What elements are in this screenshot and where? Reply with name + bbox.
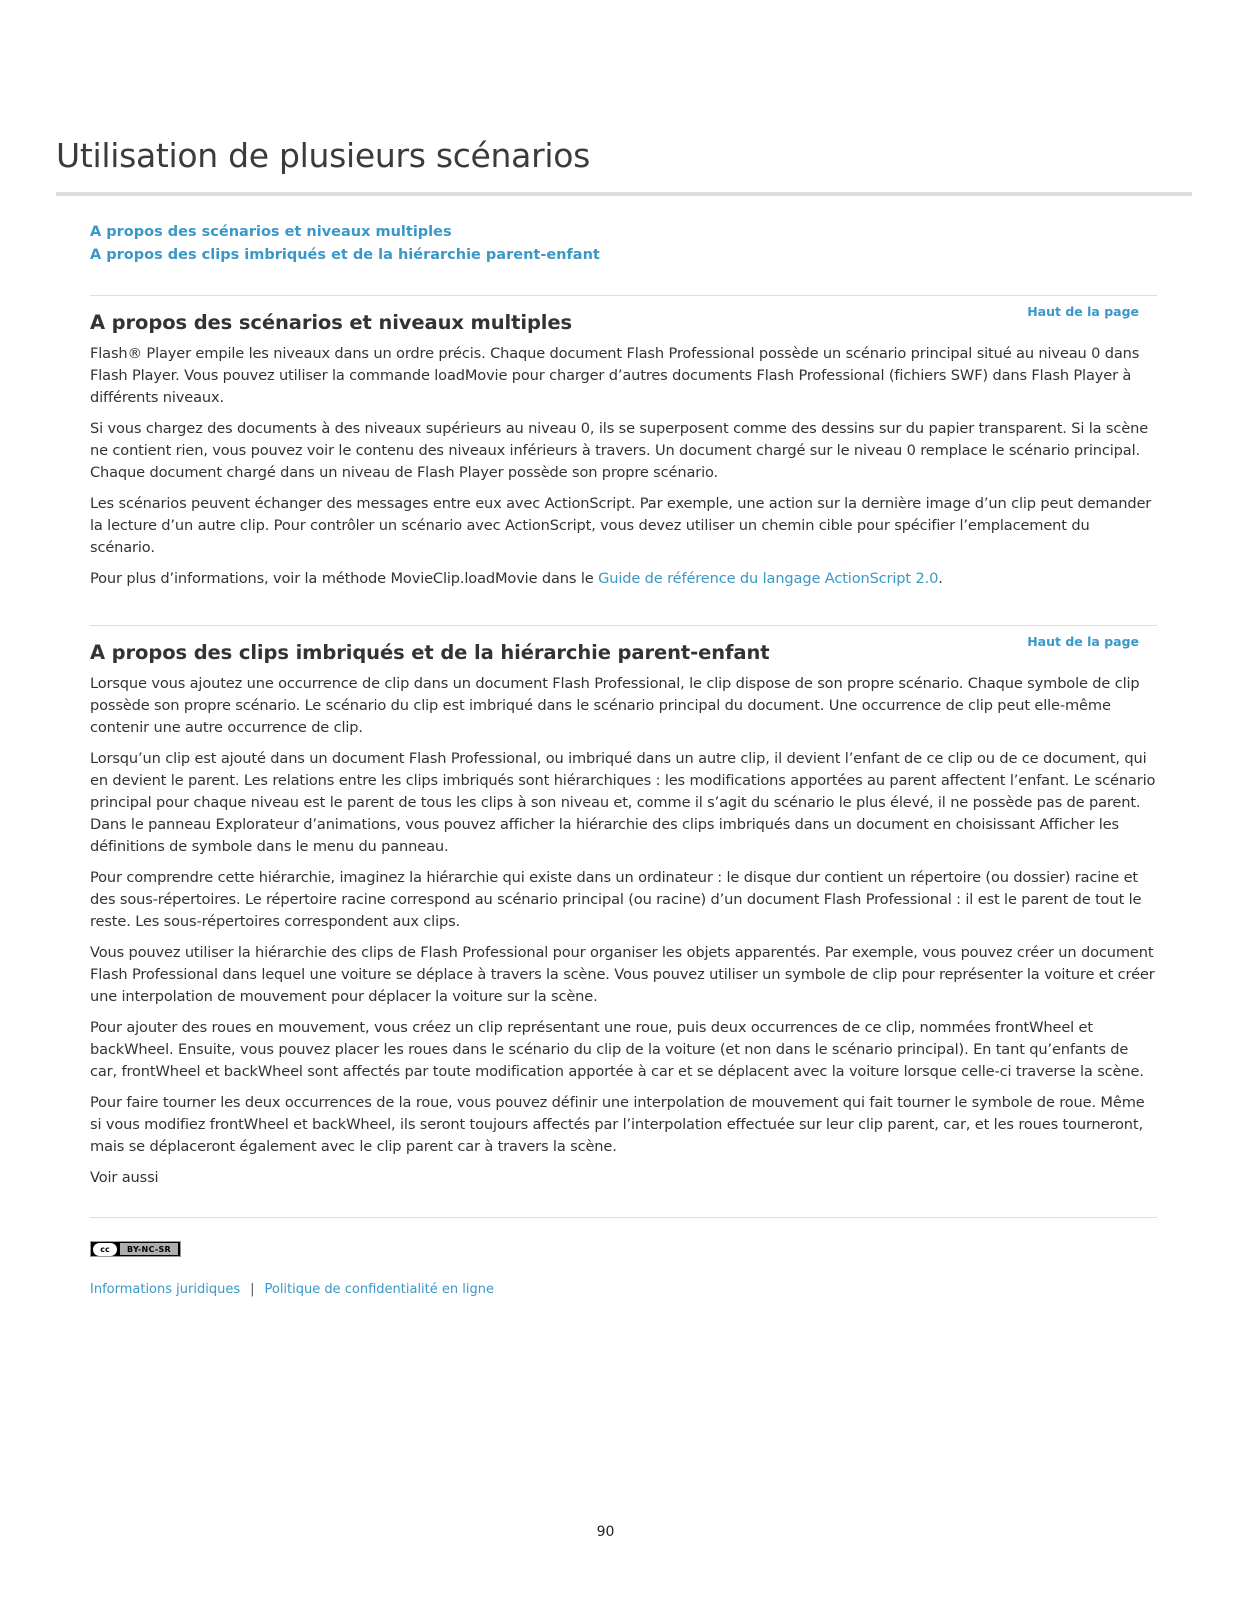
cc-logo-icon: cc — [93, 1243, 117, 1256]
actionscript-reference-link[interactable]: Guide de référence du langage ActionScript 2.0 — [598, 570, 939, 587]
paragraph: Les scénarios peuvent échanger des messages entre eux avec ActionScript. Par exemple, une action sur la dernière image d’un clip peut demander la lecture d’un autre clip. Pour contrôler un scénario avec ActionScript, vous devez utiliser un chemin cible pour spécifier l’emplacement du scénario. — [90, 495, 1152, 556]
table-of-contents — [90, 221, 600, 266]
see-also-label: Voir aussi — [90, 1169, 159, 1186]
paragraph: Si vous chargez des documents à des niveaux supérieurs au niveau 0, ils se superposent comme des dessins sur du papier transparent. Si la scène ne contient rien, vous pouvez voir le contenu des niveaux inférieurs à travers. Un document chargé sur le niveau 0 remplace le scénario principal. Chaque document chargé dans un niveau de Flash Player possède son propre scénario. — [90, 420, 1149, 481]
title-divider — [56, 192, 1192, 196]
paragraph: Lorsqu’un clip est ajouté dans un document Flash Professional, ou imbriqué dans un autre clip, il devient l’enfant de ce clip ou de ce document, qui en devient le parent. Les relations entre les clips imbriqués sont hiérarchiques : les modifications apportées au parent affectent l’enfant. Le scénario principal pour chaque niveau est le parent de tous les clips à son niveau et, comme il s’agit du scénario le plus élevé, il ne possède pas de parent. Dans le panneau Explorateur d’animations, vous pouvez afficher la hiérarchie des clips imbriqués dans un document en choisissant Afficher les définitions de symbole dans le menu du panneau. — [90, 750, 1156, 855]
section-clips-imbriques — [90, 625, 1157, 1198]
footer-divider — [90, 1217, 1157, 1218]
section-heading: A propos des clips imbriqués et de la hiérarchie parent-enfant — [90, 641, 770, 664]
paragraph-text: Pour plus d’informations, voir la méthode MovieClip.loadMovie dans le — [90, 570, 599, 587]
paragraph: Pour comprendre cette hiérarchie, imaginez la hiérarchie qui existe dans un ordinateur : le disque dur contient un répertoire (ou dossier) racine et des sous-répertoires. Le répertoire racine correspond au scénario principal (ou racine) d’un document Flash Professional : il est le parent de tout le reste. Les sous-répertoires correspondent aux clips. — [90, 869, 1142, 930]
paragraph: Flash® Player empile les niveaux dans un ordre précis. Chaque document Flash Professional possède un scénario principal situé au niveau 0 dans Flash Player. Vous pouvez utiliser la commande loadMovie pour charger d’autres documents Flash Professional (fichiers SWF) dans Flash Player à différents niveaux. — [90, 345, 1140, 406]
back-to-top-link[interactable]: Haut de la page — [1027, 634, 1139, 649]
license-type-label: BY-NC-SR — [120, 1243, 178, 1255]
page-number: 90 — [596, 1524, 615, 1540]
toc-link-clips-imbriques[interactable]: A propos des clips imbriqués et de la hiérarchie parent-enfant — [90, 246, 600, 263]
paragraph: Lorsque vous ajoutez une occurrence de clip dans un document Flash Professional, le clip dispose de son propre scénario. Chaque symbole de clip possède son propre scénario. Le scénario du clip est imbriqué dans le scénario principal du document. Une occurrence de clip peut elle-même contenir une autre occurrence de clip. — [90, 675, 1140, 736]
section-heading: A propos des scénarios et niveaux multiples — [90, 311, 573, 334]
back-to-top-link[interactable]: Haut de la page — [1027, 304, 1139, 319]
link-separator: | — [250, 1282, 255, 1297]
paragraph-with-link — [90, 568, 1157, 590]
paragraph: Vous pouvez utiliser la hiérarchie des clips de Flash Professional pour organiser les objets apparentés. Par exemple, vous pouvez créer un document Flash Professional dans lequel une voiture se déplace à travers la scène. Vous pouvez utiliser un symbole de clip pour représenter la voiture et créer une interpolation de mouvement pour déplacer la voiture sur la scène. — [90, 944, 1155, 1005]
privacy-policy-link[interactable]: Politique de confidentialité en ligne — [264, 1282, 494, 1297]
section-divider — [90, 625, 1157, 626]
paragraph-text: . — [938, 570, 943, 587]
paragraph: Pour ajouter des roues en mouvement, vous créez un clip représentant une roue, puis deux occurrences de ce clip, nommées frontWheel et backWheel. Ensuite, vous pouvez placer les roues dans le scénario du clip de la voiture (et non dans le scénario principal). En tant qu’enfants de car, frontWheel et backWheel sont affectés par toute modification apportée à car et se déplacent avec la voiture lorsque celle-ci traverse la scène. — [90, 1019, 1144, 1080]
creative-commons-license-badge[interactable] — [90, 1241, 181, 1257]
legal-links — [90, 1282, 494, 1297]
section-divider — [90, 295, 1157, 296]
toc-link-scenarios-niveaux[interactable]: A propos des scénarios et niveaux multiples — [90, 224, 452, 240]
section-scenarios-niveaux — [90, 295, 1157, 599]
legal-info-link[interactable]: Informations juridiques — [90, 1282, 241, 1297]
page-title: Utilisation de plusieurs scénarios — [56, 136, 591, 175]
paragraph: Pour faire tourner les deux occurrences de la roue, vous pouvez définir une interpolation de mouvement qui fait tourner le symbole de roue. Même si vous modifiez frontWheel et backWheel, ils seront toujours affectés par l’interpolation effectuée sur leur clip parent, car, et les roues tourneront, mais se déplaceront également avec le clip parent car à travers la scène. — [90, 1094, 1145, 1155]
